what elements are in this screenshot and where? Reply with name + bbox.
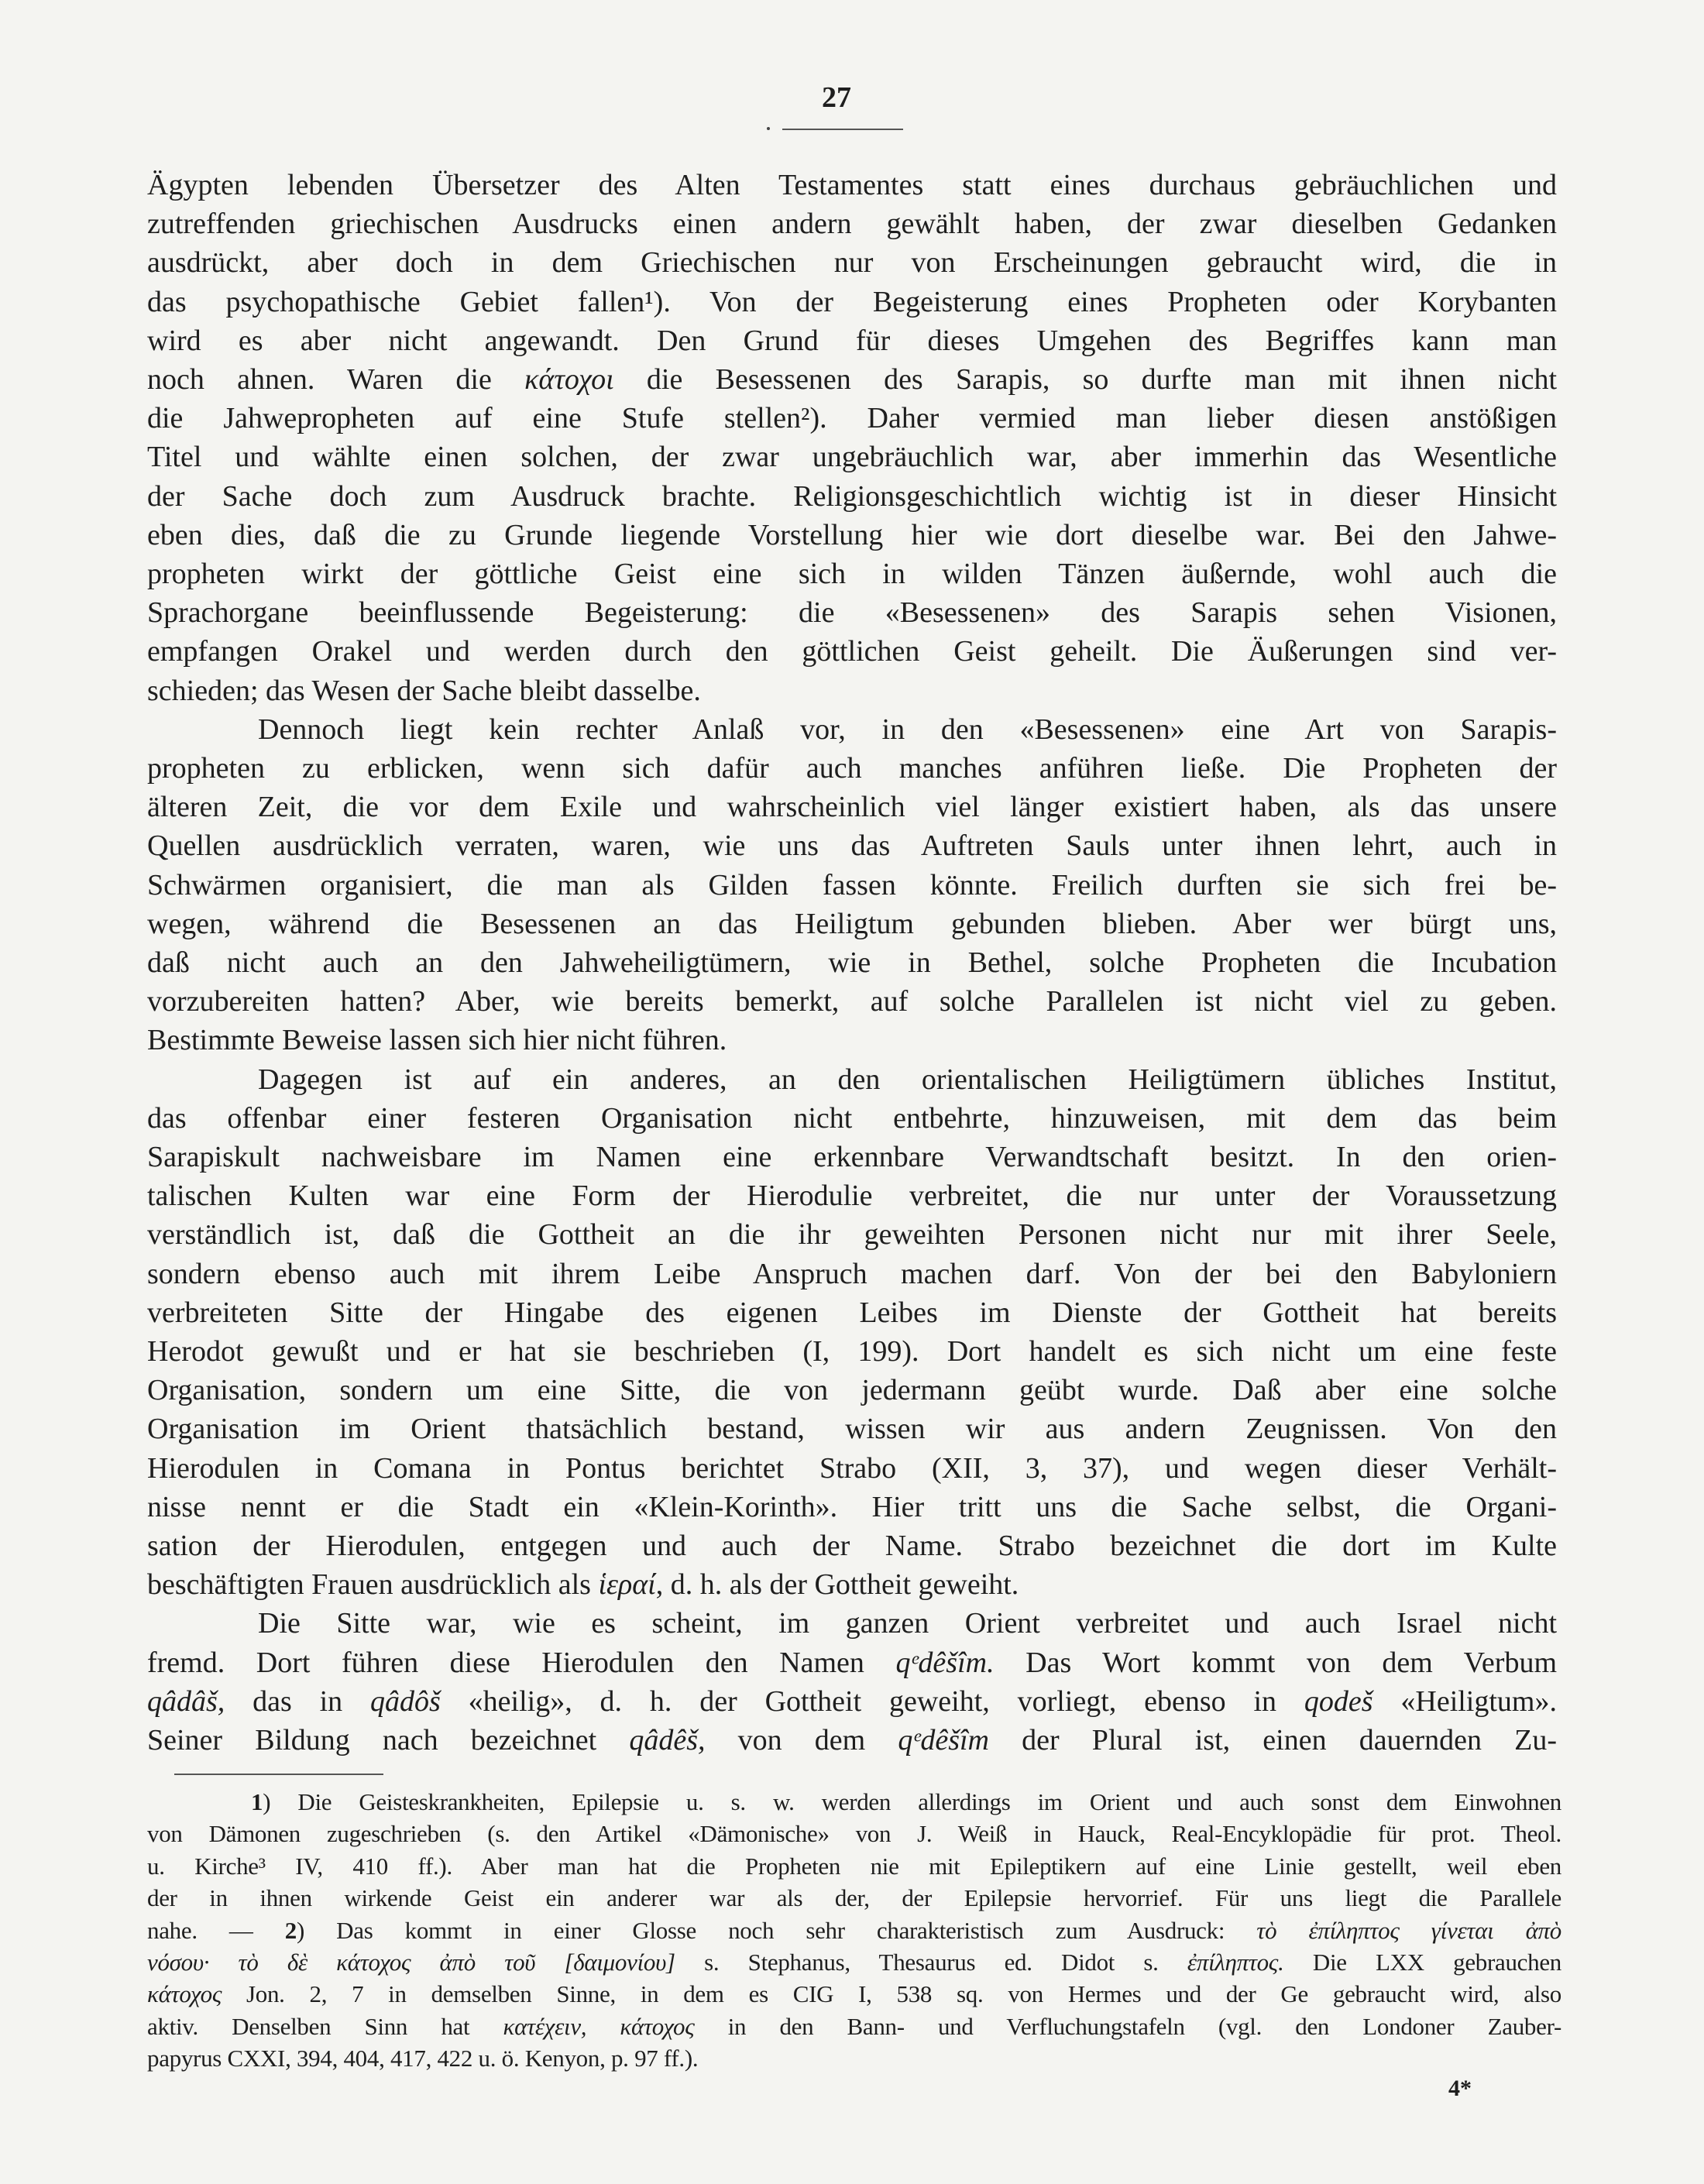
text-segment: empfangen Orakel und werden durch den göttlichen Geist geheilt. Die Äußerungen sind ver- [147, 635, 1557, 668]
footnote-line [147, 1882, 1561, 1914]
text-segment: papyrus CXXI, 394, 404, 417, 422 u. ö. Kenyon, p. 97 ff.). [147, 2045, 699, 2072]
text-segment: der in ihnen wirkende Geist ein anderer war als der, der Epilepsie hervorrief. Für uns liegt die Parallele [147, 1884, 1561, 1912]
footnote-rule [174, 1774, 383, 1775]
text-segment: , d. h. als der Gottheit geweiht. [655, 1568, 1019, 1602]
body-line [147, 671, 1557, 710]
footnote-number: 2 [284, 1916, 297, 1944]
text-segment: fremd. Dort führen diese Hierodulen den Namen [147, 1646, 896, 1679]
body-line [147, 749, 1557, 788]
body-line [147, 1449, 1557, 1488]
text-segment: beschäftigten Frauen ausdrücklich als [147, 1568, 599, 1602]
body-line [147, 1488, 1557, 1526]
body-line [147, 283, 1557, 321]
text-segment: Jon. 2, 7 in demselben Sinne, in dem es CIG I, 538 sq. von Hermes und der Ge gebraucht wird, also [222, 1980, 1561, 2008]
body-line [147, 477, 1557, 516]
text-segment: eben dies, daß die zu Grunde liegende Vorstellung hier wie dort dieselbe war. Bei den Jahwe- [147, 518, 1557, 551]
body-line [147, 438, 1557, 476]
text-segment: nisse nennt er die Stadt ein «Klein-Korinth». Hier tritt uns die Sache selbst, die Organi- [147, 1490, 1557, 1523]
footnote-line [147, 1946, 1561, 1978]
text-segment: das offenbar einer festeren Organisation nicht entbehrte, hinzuweisen, mit dem das beim [147, 1101, 1557, 1135]
text-segment: Schwärmen organisiert, die man als Gilden fassen könnte. Freilich durften sie sich frei be- [147, 868, 1557, 901]
text-segment: Die LXX gebrauchen [1283, 1949, 1561, 1976]
text-segment: Organisation, sondern um eine Sitte, die von jedermann geübt wurde. Daß aber eine solche [147, 1374, 1557, 1407]
text-segment: Dennoch liegt kein rechter Anlaß vor, in den «Besessenen» eine Art von Sarapis- [258, 713, 1557, 746]
body-line [147, 1565, 1557, 1604]
text-segment: das in [225, 1684, 371, 1718]
body-line [147, 516, 1557, 555]
body-line [147, 1526, 1557, 1565]
body-line [147, 1332, 1557, 1371]
text-segment: talischen Kulten war eine Form der Hierodulie verbreitet, die nur unter der Voraussetzung [147, 1180, 1557, 1213]
body-line [147, 1099, 1557, 1138]
italic-text: qâdâš, [147, 1684, 225, 1718]
text-segment: propheten wirkt der göttliche Geist eine sich in wilden Tänzen äußernde, wohl auch die [147, 558, 1557, 590]
text-segment: propheten zu erblicken, wenn sich dafür auch manches anführen ließe. Die Propheten der [147, 752, 1557, 785]
header-rule [782, 129, 903, 130]
text-segment: vorzubereiten hatten? Aber, wie bereits bemerkt, auf solche Parallelen ist nicht viel zu geben. [147, 985, 1557, 1018]
text-segment: Hierodulen in Comana in Pontus berichtet Strabo (XII, 3, 37), und wegen dieser Verhält- [147, 1451, 1557, 1485]
page-number: 27 [822, 81, 851, 114]
text-segment: die Jahwepropheten auf eine Stufe stellen²). Daher vermied man lieber diesen anstößigen [147, 402, 1557, 435]
italic-text: qodeš [1304, 1684, 1373, 1718]
body-line [258, 710, 1557, 749]
body-line [147, 788, 1557, 826]
body-line [147, 1371, 1557, 1410]
italic-text: ἱεραί [598, 1568, 656, 1602]
body-line [258, 1604, 1557, 1643]
body-line [147, 1293, 1557, 1332]
text-segment: wird es aber nicht angewandt. Den Grund für dieses Umgehen des Begriffes kann man [147, 324, 1557, 357]
text-segment: u. Kirche³ IV, 410 ff.). Aber man hat die Propheten nie mit Epileptikern auf eine Linie gestellt, weil eben [147, 1852, 1561, 1880]
footnote-line [147, 1850, 1561, 1882]
footnote-line [147, 2042, 1561, 2074]
text-segment: nahe. — [147, 1916, 285, 1944]
footnote-line [251, 1786, 1561, 1818]
text-segment: wegen, während die Besessenen an das Heiligtum gebunden blieben. Aber wer bürgt uns, [147, 907, 1557, 940]
text-segment: aktiv. Denselben Sinn hat [147, 2012, 503, 2040]
body-line [147, 593, 1557, 632]
footnote-line [147, 1818, 1561, 1849]
text-segment: daß nicht auch an den Jahweheiligtümern, wie in Bethel, solche Propheten die Incubation [147, 946, 1557, 979]
text-segment: «Heiligtum». [1372, 1684, 1557, 1718]
footnote-line [147, 2011, 1561, 2042]
body-line [147, 1138, 1557, 1176]
text-segment: noch ahnen. Waren die [147, 363, 525, 396]
body-line [147, 982, 1557, 1021]
text-segment: von Dämonen zugeschrieben (s. den Artikel «Dämonische» von J. Weiß in Hauck, Real-Encyklopädie für prot. Theol. [147, 1820, 1561, 1848]
body-line [147, 1021, 1557, 1059]
text-segment: älteren Zeit, die vor dem Exile und wahrscheinlich viel länger existiert haben, als das unsere [147, 791, 1557, 824]
italic-text: qâdôš [370, 1684, 441, 1718]
text-segment: Seiner Bildung nach bezeichnet [147, 1724, 630, 1756]
italic-text: qᵉdêšîm [898, 1724, 989, 1756]
body-line [147, 1215, 1557, 1254]
body-line [147, 1721, 1557, 1760]
signature-mark: 4* [1448, 2076, 1472, 2101]
text-segment: verbreiteten Sitte der Hingabe des eigenen Leibes im Dienste der Gottheit hat bereits [147, 1296, 1557, 1329]
text-segment: zutreffenden griechischen Ausdrucks einen andern gewählt haben, der zwar dieselben Gedanken [147, 208, 1557, 241]
body-line [147, 555, 1557, 593]
body-line [147, 321, 1557, 360]
body-line [147, 1176, 1557, 1215]
italic-text: qᵉdêšîm. [895, 1646, 995, 1679]
body-line [147, 826, 1557, 865]
text-segment: s. Stephanus, Thesaurus ed. Didot s. [675, 1949, 1187, 1976]
italic-text: qâdêš, [629, 1724, 706, 1756]
text-segment: die Besessenen des Sarapis, so durfte man mit ihnen nicht [613, 363, 1557, 396]
body-line [147, 1682, 1557, 1721]
text-segment: Ägypten lebenden Übersetzer des Alten Testamentes statt eines durchaus gebräuchlichen und [147, 169, 1557, 201]
text-segment: sondern ebenso auch mit ihrem Leibe Anspruch machen darf. Von der bei den Babyloniern [147, 1257, 1557, 1290]
header-dot [767, 127, 770, 130]
body-line [147, 1643, 1557, 1682]
body-line [147, 243, 1557, 282]
italic-text: κατέχειν, κάτοχος [503, 2012, 695, 2040]
italic-text: τὸ ἐπίληπτος γίνεται ἀπὸ [1256, 1916, 1561, 1944]
text-segment: sation der Hierodulen, entgegen und auch der Name. Strabo bezeichnet die dort im Kulte [147, 1530, 1557, 1562]
text-segment: von dem [705, 1724, 898, 1756]
body-line [147, 166, 1557, 204]
italic-text: νόσου· τὸ δὲ κάτοχος ἀπὸ τοῦ [δαιμονίου] [147, 1949, 675, 1976]
text-segment: Quellen ausdrücklich verraten, waren, wie uns das Auftreten Sauls unter ihnen lehrt, auch in [147, 829, 1557, 863]
text-segment: Die Sitte war, wie es scheint, im ganzen Orient verbreitet und auch Israel nicht [258, 1607, 1557, 1640]
body-line [147, 866, 1557, 905]
body-line [147, 905, 1557, 943]
text-segment: Sprachorgane beeinflussende Begeisterung: die «Besessenen» des Sarapis sehen Visionen, [147, 596, 1557, 630]
text-segment: Dagegen ist auf ein anderes, an den orientalischen Heiligtümern übliches Institut, [258, 1063, 1557, 1096]
body-line [147, 399, 1557, 438]
text-segment: «heilig», d. h. der Gottheit geweiht, vorliegt, ebenso in [440, 1684, 1304, 1718]
text-segment: ) Die Geisteskrankheiten, Epilepsie u. s. w. werden allerdings im Orient und auch sonst dem Einwohnen [263, 1788, 1561, 1815]
text-segment: Sarapiskult nachweisbare im Namen eine erkennbare Verwandtschaft besitzt. In den orien- [147, 1141, 1557, 1173]
body-line [147, 1410, 1557, 1448]
text-segment: in den Bann- und Verfluchungstafeln (vgl. den Londoner Zauber- [694, 2012, 1561, 2040]
text-segment: ausdrückt, aber doch in dem Griechischen nur von Erscheinungen gebraucht wird, die in [147, 246, 1557, 280]
text-segment: Organisation im Orient thatsächlich bestand, wissen wir aus andern Zeugnissen. Von den [147, 1413, 1557, 1446]
body-line [258, 1060, 1557, 1099]
body-line [147, 943, 1557, 982]
body-line [147, 632, 1557, 671]
footnote-line [147, 1978, 1561, 2010]
text-segment: verständlich ist, daß die Gottheit an die ihr geweihten Personen nicht nur mit ihrer Seele, [147, 1218, 1557, 1252]
text-segment: Bestimmte Beweise lassen sich hier nicht führen. [147, 1024, 727, 1057]
body-line [147, 204, 1557, 243]
footnote-line [147, 1914, 1561, 1946]
italic-text: ἐπίληπτος. [1187, 1949, 1284, 1976]
text-segment: Titel und wählte einen solchen, der zwar ungebräuchlich war, aber immerhin das Wesentliche [147, 441, 1557, 474]
italic-text: κάτοχος [147, 1980, 222, 2008]
text-segment: der Sache doch zum Ausdruck brachte. Religionsgeschichtlich wichtig ist in dieser Hinsicht [147, 479, 1557, 513]
body-line [147, 1255, 1557, 1293]
text-segment: Das Wort kommt von dem Verbum [994, 1646, 1557, 1679]
text-segment: schieden; das Wesen der Sache bleibt dasselbe. [147, 674, 701, 707]
text-segment: der Plural ist, einen dauernden Zu- [988, 1724, 1557, 1756]
text-segment: Herodot gewußt und er hat sie beschrieben (I, 199). Dort handelt es sich nicht um eine feste [147, 1335, 1557, 1368]
text-segment: das psychopathische Gebiet fallen¹). Von der Begeisterung eines Propheten oder Korybanten [147, 285, 1557, 318]
italic-text: κάτοχοι [524, 363, 614, 396]
footnote-number: 1 [251, 1788, 263, 1815]
body-line [147, 360, 1557, 399]
text-segment: ) Das kommt in einer Glosse noch sehr charakteristisch zum Ausdruck: [296, 1916, 1257, 1944]
